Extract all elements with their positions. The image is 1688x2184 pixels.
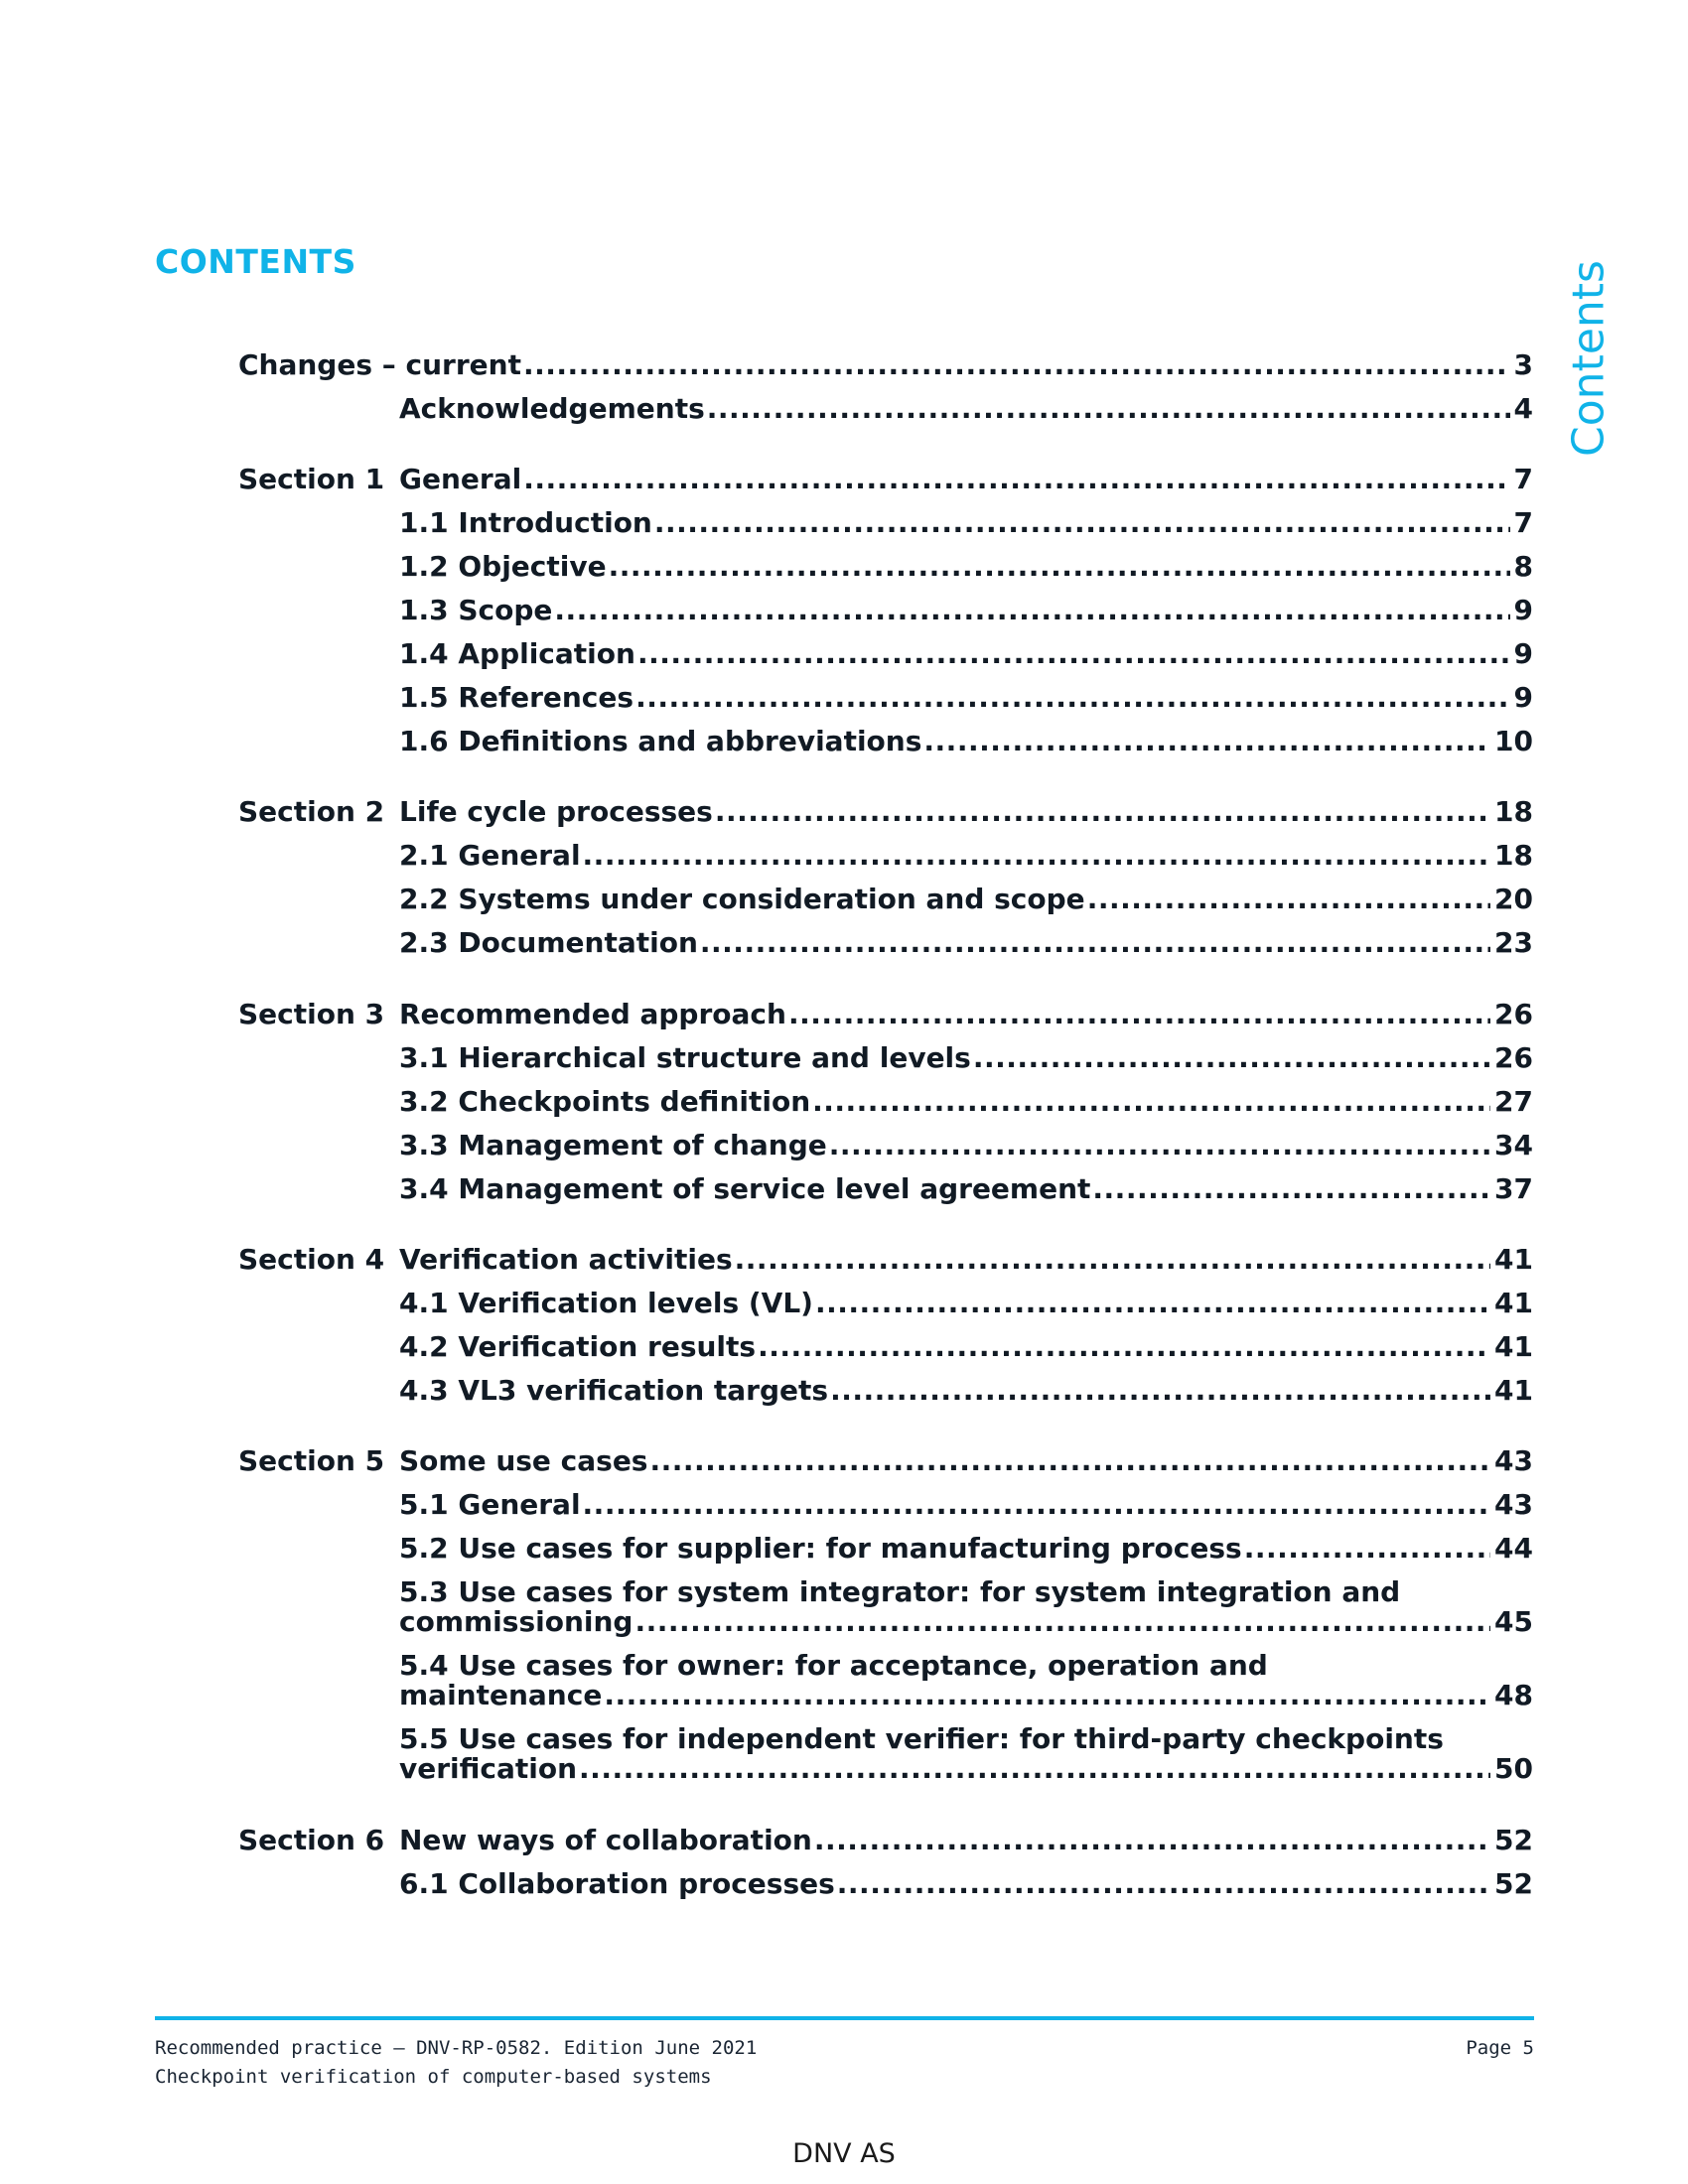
toc-entry-2-2[interactable] — [399, 885, 1533, 914]
dot-leader — [829, 1131, 1490, 1160]
toc-entry-title: Verification activities — [399, 1243, 733, 1276]
toc-entry-3-3[interactable] — [399, 1131, 1533, 1160]
toc-entry-4-2[interactable] — [399, 1332, 1533, 1362]
toc-entry-3-2[interactable] — [399, 1087, 1533, 1117]
toc-page-number: 48 — [1494, 1679, 1533, 1711]
toc-page-number: 9 — [1513, 594, 1533, 626]
toc-entry-title: 1.2 Objective — [399, 550, 607, 583]
toc-page-number: 8 — [1513, 550, 1533, 583]
toc-entry-title: 3.1 Hierarchical structure and levels — [399, 1041, 971, 1074]
toc-entry-3-4[interactable] — [399, 1174, 1533, 1204]
toc-entry-section-5[interactable] — [238, 1446, 1533, 1476]
dot-leader — [609, 552, 1510, 582]
toc-entry-1-4[interactable] — [399, 639, 1533, 669]
toc-page-number: 52 — [1494, 1824, 1533, 1856]
toc-entry-title: 5.4 Use cases for owner: for acceptance, operation and — [399, 1649, 1268, 1682]
toc-page-number: 43 — [1494, 1488, 1533, 1521]
dot-leader — [700, 928, 1490, 958]
toc-entry-5-2[interactable] — [399, 1534, 1533, 1564]
toc-page-number: 50 — [1494, 1752, 1533, 1785]
dot-leader — [837, 1869, 1490, 1899]
toc-entry-title: 2.1 General — [399, 839, 581, 872]
toc-entry-section-4[interactable] — [238, 1245, 1533, 1275]
side-tab — [1564, 254, 1614, 463]
toc-page-number: 9 — [1513, 637, 1533, 670]
toc-entry-title: Life cycle processes — [399, 795, 713, 828]
organization-name: DNV AS — [792, 2138, 896, 2169]
toc-entry-title: 4.2 Verification results — [399, 1330, 757, 1363]
toc-entry-title: Acknowledgements — [399, 392, 705, 425]
toc-page-number: 34 — [1494, 1129, 1533, 1161]
toc-entry-5-5[interactable] — [399, 1724, 1533, 1784]
side-tab-label: Contents — [1563, 260, 1615, 457]
toc-section-label: Section 6 — [238, 1824, 385, 1856]
toc-entry-section-6[interactable] — [238, 1826, 1533, 1855]
toc-page-number: 7 — [1513, 506, 1533, 539]
toc-entry-changes[interactable] — [238, 350, 1533, 380]
dot-leader — [1087, 885, 1490, 914]
page-title: CONTENTS — [155, 242, 356, 281]
toc-entry-section-2[interactable] — [238, 797, 1533, 827]
toc-entry-title: General — [399, 463, 522, 495]
toc-page-number: 23 — [1494, 926, 1533, 959]
toc-entry-2-1[interactable] — [399, 841, 1533, 871]
toc-entry-section-1[interactable] — [238, 465, 1533, 494]
dot-leader — [973, 1043, 1490, 1073]
toc-entry-title: 5.5 Use cases for independent verifier: for third-party checkpoints — [399, 1722, 1444, 1755]
toc-entry-4-1[interactable] — [399, 1289, 1533, 1318]
dot-leader — [830, 1376, 1490, 1406]
dot-leader — [923, 727, 1490, 756]
toc-entry-2-3[interactable] — [399, 928, 1533, 958]
toc-page-number: 41 — [1494, 1374, 1533, 1407]
dot-leader — [735, 1245, 1490, 1275]
toc-page-number: 7 — [1513, 463, 1533, 495]
toc-entry-1-5[interactable] — [399, 683, 1533, 713]
footer-document-title: Recommended practice — DNV-RP-0582. Edition June 2021 — [155, 2037, 758, 2059]
toc-page-number: 41 — [1494, 1287, 1533, 1319]
toc-page-number: 37 — [1494, 1172, 1533, 1205]
dot-leader — [815, 1289, 1490, 1318]
footer-document-subtitle: Checkpoint verification of computer-based systems — [155, 2066, 712, 2088]
dot-leader — [812, 1087, 1490, 1117]
toc-entry-6-1[interactable] — [399, 1869, 1533, 1899]
dot-leader — [814, 1826, 1490, 1855]
dot-leader — [583, 1490, 1490, 1520]
toc-entry-5-4[interactable] — [399, 1651, 1533, 1710]
toc-page-number: 18 — [1494, 795, 1533, 828]
toc-entry-title: 3.2 Checkpoints definition — [399, 1085, 811, 1118]
toc-page-number: 44 — [1494, 1532, 1533, 1565]
toc-entry-title: 4.1 Verification levels (VL) — [399, 1287, 813, 1319]
toc-entry-4-3[interactable] — [399, 1376, 1533, 1406]
dot-leader — [1092, 1174, 1490, 1204]
footer-divider — [155, 2016, 1534, 2020]
dot-leader — [715, 797, 1490, 827]
toc-entry-acknowledgements[interactable] — [399, 394, 1533, 424]
dot-leader — [654, 508, 1510, 538]
toc-section-label: Section 5 — [238, 1444, 385, 1477]
dot-leader — [635, 683, 1509, 713]
toc-entry-title: 1.1 Introduction — [399, 506, 652, 539]
toc-section-label: Section 1 — [238, 463, 385, 495]
toc-entry-title: Some use cases — [399, 1444, 648, 1477]
toc-entry-1-3[interactable] — [399, 596, 1533, 625]
toc-entry-title: 5.2 Use cases for supplier: for manufacturing process — [399, 1532, 1242, 1565]
toc-page-number: 26 — [1494, 1041, 1533, 1074]
dot-leader — [523, 465, 1509, 494]
toc-entry-1-1[interactable] — [399, 508, 1533, 538]
toc-entry-title-continued: commissioning — [399, 1605, 633, 1638]
toc-entry-title: 2.2 Systems under consideration and scope — [399, 883, 1085, 915]
toc-entry-title: 6.1 Collaboration processes — [399, 1867, 835, 1900]
toc-section-label: Section 2 — [238, 795, 385, 828]
dot-leader — [788, 1000, 1490, 1029]
toc-entry-title: 1.5 References — [399, 681, 634, 714]
toc-entry-5-3[interactable] — [399, 1577, 1533, 1637]
toc-entry-5-1[interactable] — [399, 1490, 1533, 1520]
dot-leader — [758, 1332, 1490, 1362]
toc-entry-title: 1.3 Scope — [399, 594, 553, 626]
toc-entry-title: Recommended approach — [399, 998, 786, 1030]
toc-page-number: 20 — [1494, 883, 1533, 915]
dot-leader — [604, 1681, 1490, 1710]
toc-entry-continuation — [399, 1607, 1533, 1637]
toc-entry-title: 5.1 General — [399, 1488, 581, 1521]
toc-page-number: 26 — [1494, 998, 1533, 1030]
dot-leader — [637, 639, 1510, 669]
toc-entry-title-continued: verification — [399, 1752, 578, 1785]
dot-leader — [554, 596, 1509, 625]
toc-page-number: 3 — [1513, 348, 1533, 381]
toc-page-number: 45 — [1494, 1605, 1533, 1638]
toc-section-label: Section 3 — [238, 998, 385, 1030]
toc-entry-title: Changes – current — [238, 348, 521, 381]
toc-entry-title: 1.4 Application — [399, 637, 635, 670]
dot-leader — [707, 394, 1510, 424]
toc-entry-section-3[interactable] — [238, 1000, 1533, 1029]
toc-entry-title: 1.6 Definitions and abbreviations — [399, 725, 922, 757]
toc-entry-continuation — [399, 1681, 1533, 1710]
toc-entry-title: New ways of collaboration — [399, 1824, 812, 1856]
toc-page-number: 9 — [1513, 681, 1533, 714]
toc-page-number: 10 — [1494, 725, 1533, 757]
toc-entry-3-1[interactable] — [399, 1043, 1533, 1073]
toc-section-label: Section 4 — [238, 1243, 385, 1276]
toc-page-number: 4 — [1513, 392, 1533, 425]
toc-page-number: 27 — [1494, 1085, 1533, 1118]
toc-entry-1-2[interactable] — [399, 552, 1533, 582]
toc-page-number: 52 — [1494, 1867, 1533, 1900]
dot-leader — [579, 1754, 1490, 1784]
footer-page-number: Page 5 — [1466, 2037, 1534, 2059]
toc-entry-continuation — [399, 1754, 1533, 1784]
toc-page-number: 43 — [1494, 1444, 1533, 1477]
toc-entry-title: 4.3 VL3 verification targets — [399, 1374, 829, 1407]
toc-entry-title: 3.4 Management of service level agreement — [399, 1172, 1091, 1205]
dot-leader — [523, 350, 1510, 380]
dot-leader — [649, 1446, 1490, 1476]
toc-entry-title: 3.3 Management of change — [399, 1129, 827, 1161]
toc-entry-title-continued: maintenance — [399, 1679, 603, 1711]
toc-entry-1-6[interactable] — [399, 727, 1533, 756]
toc-entry-title: 5.3 Use cases for system integrator: for system integration and — [399, 1575, 1401, 1608]
toc-page-number: 41 — [1494, 1243, 1533, 1276]
dot-leader — [583, 841, 1490, 871]
dot-leader — [1244, 1534, 1490, 1564]
toc-page-number: 41 — [1494, 1330, 1533, 1363]
dot-leader — [634, 1607, 1490, 1637]
toc-page-number: 18 — [1494, 839, 1533, 872]
toc-entry-title: 2.3 Documentation — [399, 926, 698, 959]
